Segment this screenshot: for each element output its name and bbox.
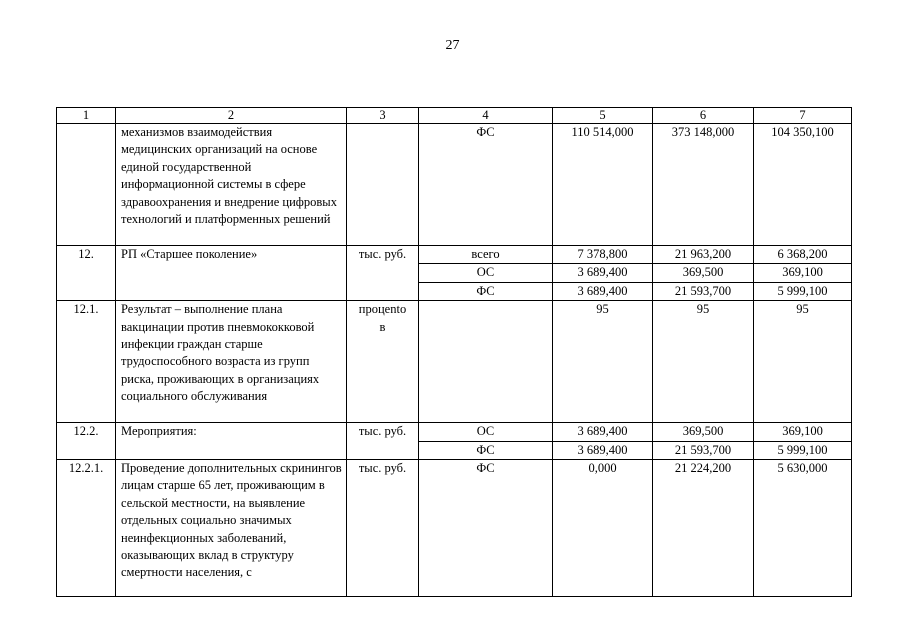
row-name-cell: Результат – выполнение плана вакцинации против пневмококковой инфекции граждан старше трудоспособного возраста из групп риска, проживающих в организациях социального обслуживания (116, 301, 347, 423)
row-number-cell: 12.2. (57, 423, 116, 460)
unit-cell: тыс. руб. (347, 423, 419, 460)
table-row (57, 246, 852, 264)
budget-table (56, 107, 852, 597)
value-2020-cell: 21 224,200 (653, 460, 754, 597)
value-2019-cell: 0,000 (553, 460, 653, 597)
source-cell (419, 301, 553, 423)
unit-text-line: в (379, 319, 386, 334)
row-name-cell: РП «Старшее поколение» (116, 246, 347, 301)
value-2019-cell: 3 689,400 (553, 423, 653, 441)
column-number: 6 (653, 108, 754, 124)
row-name-cell: Проведение дополнительных скринингов лицам старше 65 лет, проживающим в сельской местности, на выявление отдельных социально значимых неинфекционных заболеваний, оказывающих вклад в структуру смертности населения, с (116, 460, 347, 597)
source-cell: ФС (419, 124, 553, 246)
table-row (57, 460, 852, 597)
unit-cell: тыс. руб. (347, 460, 419, 597)
column-number: 1 (57, 108, 116, 124)
unit-cell: тыс. руб. (347, 246, 419, 301)
value-2020-cell: 21 593,700 (653, 282, 754, 300)
row-number-cell: 12.2.1. (57, 460, 116, 597)
row-number-cell (57, 124, 116, 246)
value-2019-cell: 3 689,400 (553, 282, 653, 300)
column-number: 5 (553, 108, 653, 124)
value-2020-cell: 373 148,000 (653, 124, 754, 246)
source-cell: ОС (419, 423, 553, 441)
column-number: 2 (116, 108, 347, 124)
value-2019-cell: 3 689,400 (553, 264, 653, 282)
value-2019-cell: 7 378,800 (553, 246, 653, 264)
row-number-cell: 12.1. (57, 301, 116, 423)
column-number-row (57, 108, 852, 124)
table-row (57, 301, 852, 423)
row-number-cell: 12. (57, 246, 116, 301)
row-name-cell: Мероприятия: (116, 423, 347, 460)
column-number: 3 (347, 108, 419, 124)
value-2021-cell: 6 368,200 (754, 246, 852, 264)
value-2019-cell: 3 689,400 (553, 441, 653, 459)
value-2020-cell: 369,500 (653, 423, 754, 441)
column-number: 7 (754, 108, 852, 124)
value-2019-cell: 110 514,000 (553, 124, 653, 246)
value-2020-cell: 95 (653, 301, 754, 423)
unit-text-line: процento (358, 302, 407, 317)
source-cell: ФС (419, 460, 553, 597)
value-2021-cell: 5 630,000 (754, 460, 852, 597)
column-number: 4 (419, 108, 553, 124)
source-cell: ОС (419, 264, 553, 282)
value-2020-cell: 369,500 (653, 264, 754, 282)
value-2021-cell: 104 350,100 (754, 124, 852, 246)
source-cell: всего (419, 246, 553, 264)
table-row (57, 423, 852, 441)
row-name-cell: механизмов взаимодействия медицинских организаций на основе единой государственной информационной системы в сфере здравоохранения и внедрение цифровых технологий и платформенных решений (116, 124, 347, 246)
value-2021-cell: 369,100 (754, 264, 852, 282)
value-2019-cell: 95 (553, 301, 653, 423)
unit-cell (347, 124, 419, 246)
page-number: 27 (445, 38, 460, 53)
value-2021-cell: 95 (754, 301, 852, 423)
value-2021-cell: 5 999,100 (754, 282, 852, 300)
source-cell: ФС (419, 441, 553, 459)
unit-cell (347, 301, 419, 423)
value-2021-cell: 369,100 (754, 423, 852, 441)
source-cell: ФС (419, 282, 553, 300)
value-2020-cell: 21 963,200 (653, 246, 754, 264)
table-row (57, 124, 852, 246)
value-2020-cell: 21 593,700 (653, 441, 754, 459)
value-2021-cell: 5 999,100 (754, 441, 852, 459)
